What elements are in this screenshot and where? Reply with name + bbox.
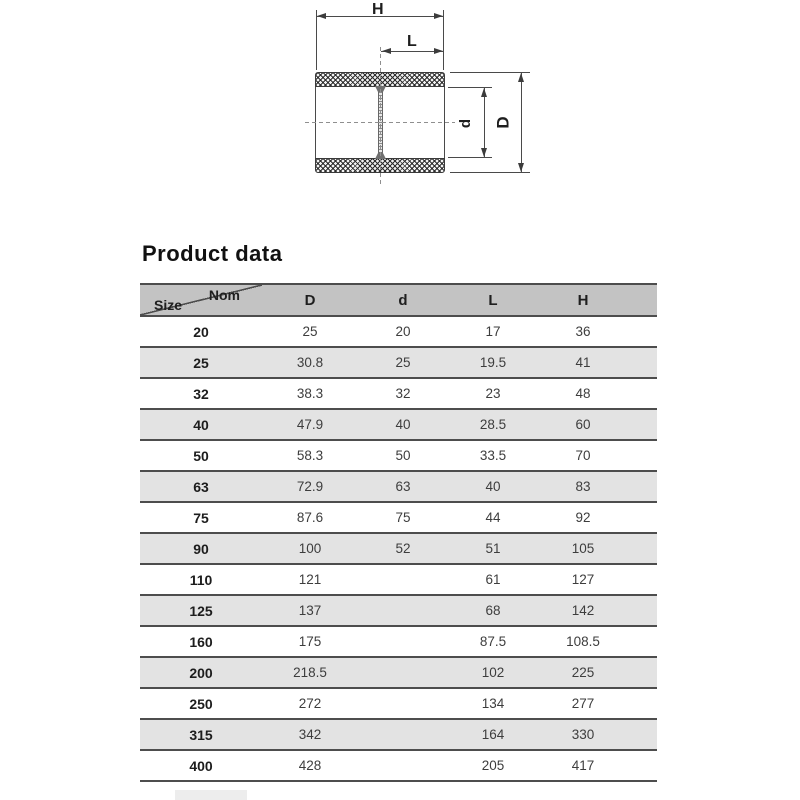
- H-value-cell: 70: [575, 448, 591, 463]
- d-value-cell: 40: [395, 417, 411, 432]
- size-cell: 75: [193, 509, 209, 526]
- L-value-cell: 19.5: [479, 355, 507, 370]
- D-value-cell: 38.3: [296, 386, 324, 401]
- D-value-cell: 30.8: [296, 355, 324, 370]
- D-value-cell: 72.9: [296, 479, 324, 494]
- table-header-row: [140, 284, 657, 316]
- corner-label-nom: Nom: [208, 287, 240, 303]
- d-value-cell: [358, 564, 448, 595]
- filler-cell: [628, 409, 657, 440]
- H-value-cell: 36: [575, 324, 591, 339]
- size-cell: 160: [189, 633, 213, 650]
- page-title: Product data: [142, 241, 283, 266]
- H-value-cell: 48: [575, 386, 591, 401]
- d-value-cell: 52: [395, 541, 411, 556]
- filler-cell: [628, 564, 657, 595]
- D-value-cell: 100: [298, 541, 322, 556]
- H-value-cell: 108.5: [566, 634, 600, 649]
- d-dim-label: d: [457, 118, 475, 129]
- size-cell: 50: [193, 447, 209, 464]
- D-value-cell: 428: [298, 758, 322, 773]
- table-body: [140, 316, 657, 781]
- cap-d-dimension-line: [521, 73, 522, 172]
- size-cell: 40: [193, 416, 209, 433]
- d-value-cell: [358, 688, 448, 719]
- L-value-cell: 102: [481, 665, 505, 680]
- vertical-centerline: [380, 44, 381, 184]
- table-row: [140, 316, 657, 347]
- H-value-cell: 92: [575, 510, 591, 525]
- l-arrow-left: [382, 48, 391, 54]
- L-value-cell: 68: [485, 603, 501, 618]
- d-dimension-line: [484, 88, 485, 157]
- d-arrow-bottom: [481, 148, 487, 157]
- corner-label-size: Size: [154, 297, 183, 313]
- size-cell: 110: [189, 571, 213, 588]
- column-header-H: H: [577, 291, 589, 309]
- d-value-cell: [358, 626, 448, 657]
- column-header-D: D: [304, 291, 316, 309]
- size-cell: 20: [193, 323, 209, 340]
- product-data-table: [140, 283, 657, 782]
- h-extension-line-right: [443, 10, 444, 70]
- H-value-cell: 142: [571, 603, 595, 618]
- d-value-cell: 32: [395, 386, 411, 401]
- L-value-cell: 51: [485, 541, 501, 556]
- L-value-cell: 134: [481, 696, 505, 711]
- H-value-cell: 330: [571, 727, 595, 742]
- L-value-cell: 164: [481, 727, 505, 742]
- H-value-cell: 225: [571, 665, 595, 680]
- D-value-cell: 137: [298, 603, 322, 618]
- filler-cell: [628, 719, 657, 750]
- d-value-cell: 20: [395, 324, 411, 339]
- table-row: [140, 502, 657, 533]
- d-value-cell: 25: [395, 355, 411, 370]
- table-row: [140, 409, 657, 440]
- L-value-cell: 28.5: [479, 417, 507, 432]
- d-value-cell: 63: [395, 479, 411, 494]
- d-value-cell: 75: [395, 510, 411, 525]
- size-cell: 90: [193, 540, 209, 557]
- d-value-cell: 50: [395, 448, 411, 463]
- size-cell: 200: [189, 664, 213, 681]
- table-row: [140, 564, 657, 595]
- filler-cell: [628, 657, 657, 688]
- d-extension-line-bottom: [448, 157, 492, 158]
- filler-cell: [628, 595, 657, 626]
- size-cell: 25: [193, 354, 209, 371]
- L-value-cell: 44: [485, 510, 501, 525]
- h-arrow-right: [434, 13, 443, 19]
- filler-cell: [628, 440, 657, 471]
- filler-cell: [628, 626, 657, 657]
- filler-cell: [628, 316, 657, 347]
- table-row: [140, 471, 657, 502]
- diagonal-corner-cell: [140, 284, 262, 316]
- table-row: [140, 719, 657, 750]
- H-value-cell: 83: [575, 479, 591, 494]
- cap-d-arrow-bottom: [518, 163, 524, 172]
- l-arrow-right: [434, 48, 443, 54]
- size-cell: 315: [189, 726, 213, 743]
- table-row: [140, 750, 657, 781]
- L-value-cell: 40: [485, 479, 501, 494]
- column-header-L: L: [488, 291, 498, 309]
- table-row: [140, 688, 657, 719]
- D-value-cell: 218.5: [293, 665, 327, 680]
- filler-cell: [628, 688, 657, 719]
- cap-d-extension-line-bottom: [450, 172, 530, 173]
- D-value-cell: 121: [298, 572, 322, 587]
- H-value-cell: 277: [571, 696, 595, 711]
- filler-cell: [628, 533, 657, 564]
- L-value-cell: 87.5: [479, 634, 507, 649]
- L-value-cell: 61: [485, 572, 501, 587]
- D-value-cell: 342: [298, 727, 322, 742]
- filler-cell: [628, 750, 657, 781]
- H-value-cell: 127: [571, 572, 595, 587]
- size-cell: 400: [189, 757, 213, 774]
- d-value-cell: [358, 719, 448, 750]
- D-value-cell: 175: [298, 634, 322, 649]
- size-cell: 125: [189, 602, 213, 619]
- size-cell: 250: [189, 695, 213, 712]
- partial-row-remnant: [175, 790, 247, 800]
- H-value-cell: 105: [571, 541, 595, 556]
- L-value-cell: 17: [485, 324, 501, 339]
- l-dim-label: L: [407, 33, 417, 50]
- L-value-cell: 33.5: [479, 448, 507, 463]
- d-value-cell: [358, 595, 448, 626]
- column-header-filler: [628, 284, 657, 316]
- filler-cell: [628, 502, 657, 533]
- table-row: [140, 595, 657, 626]
- table-row: [140, 440, 657, 471]
- h-arrow-left: [317, 13, 326, 19]
- H-value-cell: 417: [571, 758, 595, 773]
- table-row: [140, 626, 657, 657]
- size-cell: 32: [193, 385, 209, 402]
- h-extension-line-left: [316, 10, 317, 70]
- d-arrow-top: [481, 88, 487, 97]
- D-value-cell: 47.9: [296, 417, 324, 432]
- filler-cell: [628, 378, 657, 409]
- D-value-cell: 58.3: [296, 448, 324, 463]
- size-cell: 63: [193, 478, 209, 495]
- table-row: [140, 533, 657, 564]
- D-value-cell: 272: [298, 696, 322, 711]
- H-value-cell: 41: [575, 355, 591, 370]
- table-row: [140, 378, 657, 409]
- D-value-cell: 25: [302, 324, 318, 339]
- d-value-cell: [358, 750, 448, 781]
- H-value-cell: 60: [575, 417, 591, 432]
- cap-d-arrow-top: [518, 73, 524, 82]
- L-value-cell: 205: [481, 758, 505, 773]
- filler-cell: [628, 347, 657, 378]
- cap-d-dim-label: D: [493, 116, 513, 129]
- d-value-cell: [358, 657, 448, 688]
- h-dim-label: H: [372, 1, 384, 18]
- column-header-d: d: [398, 291, 408, 309]
- L-value-cell: 23: [485, 386, 501, 401]
- filler-cell: [628, 471, 657, 502]
- table-row: [140, 347, 657, 378]
- table-row: [140, 657, 657, 688]
- D-value-cell: 87.6: [296, 510, 324, 525]
